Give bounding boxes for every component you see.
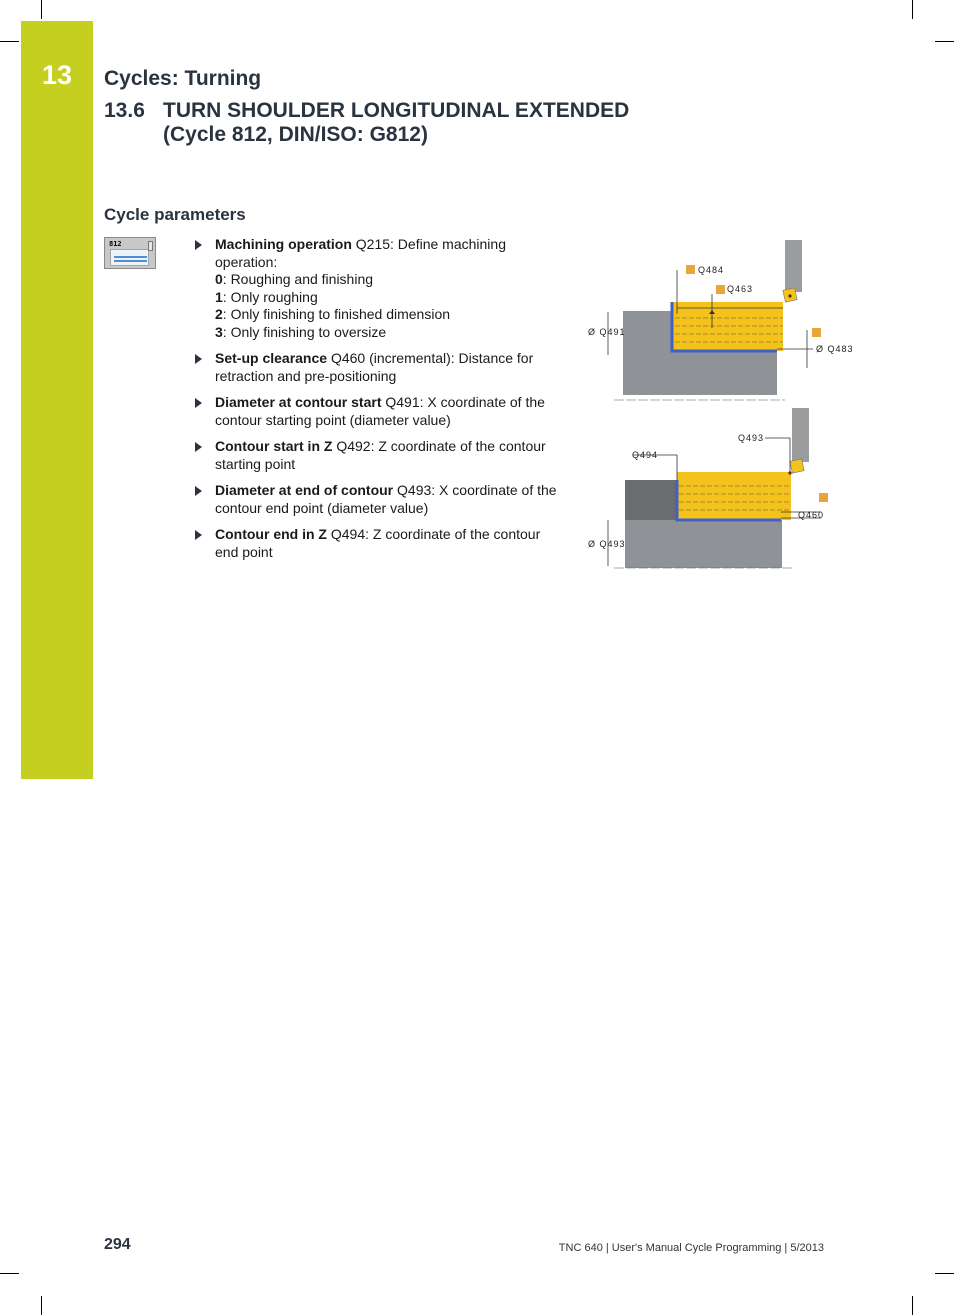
chapter-sidebar: [21, 21, 93, 779]
crop-mark: [41, 0, 42, 19]
label-q483: Ø Q483: [816, 344, 854, 354]
tool-insert-icon: [790, 459, 804, 473]
bullet-arrow-icon: [195, 442, 202, 452]
tool-holder: [785, 240, 802, 292]
incremental-badge-icon: [716, 285, 725, 294]
stock-material: [677, 472, 791, 520]
param-desc: Q493: X coordinate of the contour end point (diameter value): [215, 482, 557, 516]
crop-mark: [935, 41, 954, 42]
section-title-line1: TURN SHOULDER LONGITUDINAL EXTENDED: [163, 99, 630, 122]
param-name: Machining operation: [215, 236, 352, 252]
crop-mark: [0, 1273, 19, 1274]
cycle-812-softkey: [104, 237, 156, 269]
softkey-label: 812: [109, 240, 122, 248]
crop-mark: [41, 1296, 42, 1315]
param-contour-end-z: [195, 526, 560, 561]
bullet-arrow-icon: [195, 398, 202, 408]
footer-text: TNC 640 | User's Manual Cycle Programming | 5/2013: [558, 1242, 824, 1254]
bullet-arrow-icon: [195, 240, 202, 250]
param-name: Contour end in Z: [215, 526, 327, 542]
bullet-arrow-icon: [195, 486, 202, 496]
label-q484: Q484: [698, 265, 725, 275]
param-name: Diameter at end of contour: [215, 482, 394, 498]
section-number: 13.6: [104, 99, 145, 122]
param-desc: Q460 (incremental): Distance for retraction and pre-positioning: [215, 350, 534, 384]
crop-mark: [0, 41, 19, 42]
label-q460: Q460: [797, 510, 824, 520]
param-setup-clearance: [195, 350, 560, 385]
chapter-number: 13: [41, 60, 73, 90]
softkey-screen-icon: [110, 249, 149, 266]
option-item: 1: Only roughing: [215, 288, 318, 305]
param-desc: Q491: X coordinate of the contour starting point (diameter value): [215, 394, 545, 428]
bullet-arrow-icon: [195, 530, 202, 540]
crop-mark: [912, 0, 913, 19]
label-q493-dia: Ø Q493: [588, 539, 626, 549]
option-item: 3: Only finishing to oversize: [215, 323, 387, 340]
section-title-line2: (Cycle 812, DIN/ISO: G812): [163, 123, 428, 146]
softkey-tab-icon: [148, 241, 153, 251]
incremental-badge-icon: [819, 493, 828, 502]
param-contour-start-z: [195, 438, 560, 473]
incremental-badge-icon: [812, 328, 821, 337]
incremental-badge-icon: [686, 265, 695, 274]
cycle-parameters-heading: Cycle parameters: [104, 205, 246, 224]
page-number: 294: [104, 1236, 131, 1253]
diagram-shoulder-end: [585, 406, 825, 572]
option-item: 0: Roughing and finishing: [215, 271, 374, 287]
section-title: [163, 99, 629, 147]
diagram-roughing-shoulder: [585, 238, 854, 400]
param-name: Set-up clearance: [215, 350, 328, 366]
param-desc: Q494: Z coordinate of the contour end point: [215, 526, 541, 560]
label-q463: Q463: [727, 284, 754, 294]
chapter-title: Cycles: Turning: [104, 67, 262, 90]
crop-mark: [935, 1273, 954, 1274]
label-q494: Q494: [632, 450, 659, 460]
stock-material: [673, 302, 783, 351]
shoulder-part: [625, 480, 677, 520]
param-desc: Q492: Z coordinate of the contour starting point: [215, 438, 546, 472]
param-machining-operation: [195, 236, 560, 341]
param-diameter-contour-end: [195, 482, 560, 517]
tool-holder: [792, 408, 809, 462]
param-diameter-contour-start: [195, 394, 560, 429]
crop-mark: [912, 1296, 913, 1315]
parameter-list: [195, 236, 560, 570]
param-desc: Q215: Define machining operation:: [215, 236, 506, 270]
param-name: Diameter at contour start: [215, 394, 382, 410]
option-item: 2: Only finishing to finished dimension: [215, 306, 451, 322]
param-name: Contour start in Z: [215, 438, 333, 454]
label-q491: Ø Q491: [588, 327, 626, 337]
label-q493-top: Q493: [738, 433, 765, 443]
tool-tip-point: [788, 294, 791, 297]
bullet-arrow-icon: [195, 354, 202, 364]
